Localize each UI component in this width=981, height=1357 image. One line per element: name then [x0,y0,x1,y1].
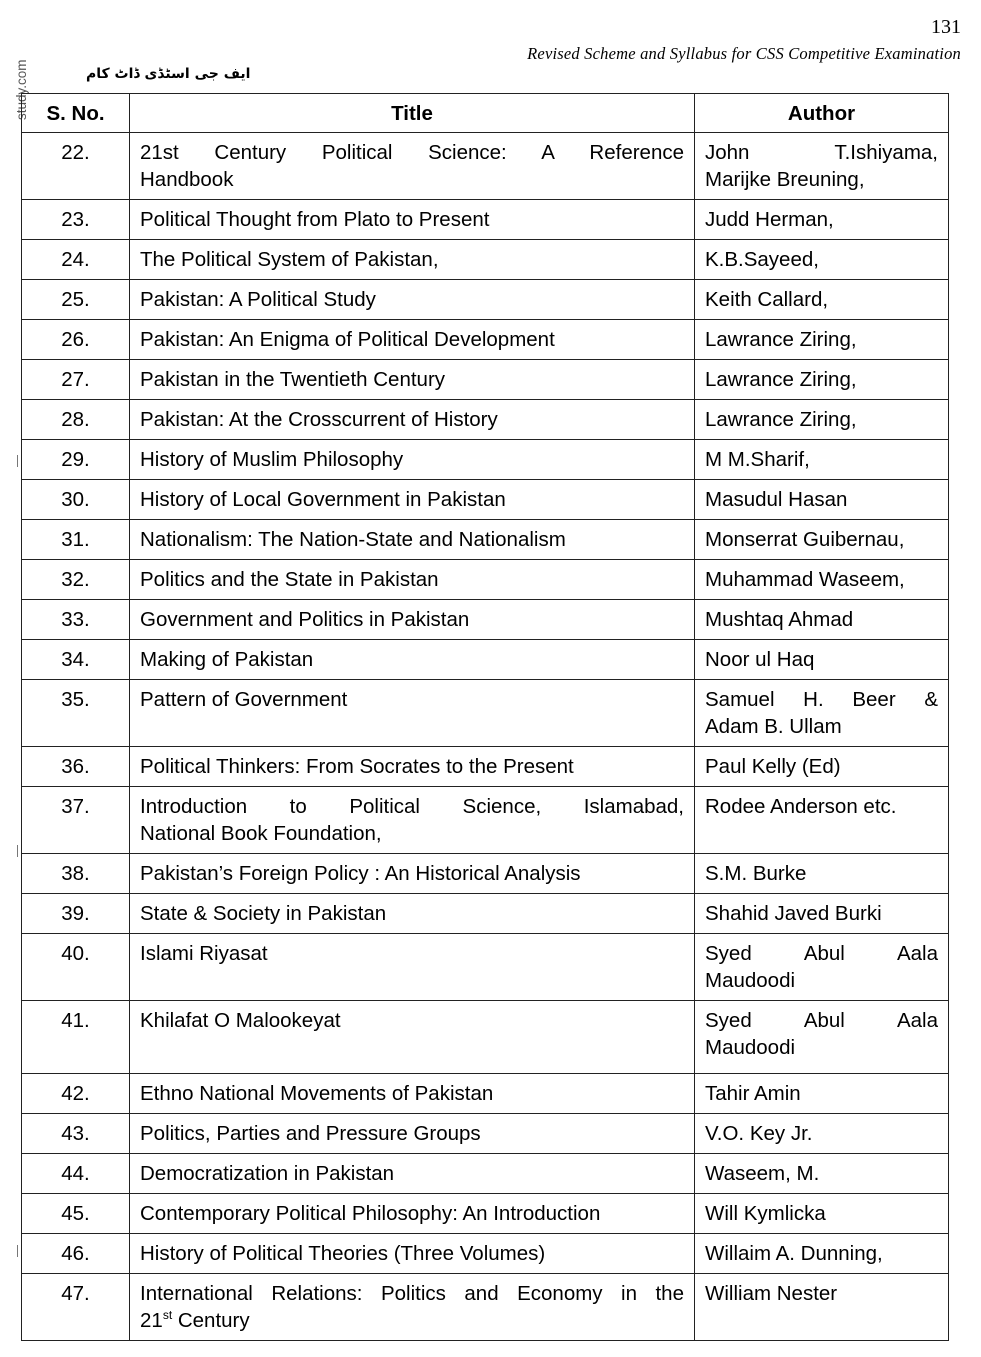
table-row [22,747,949,787]
row-title: History of Muslim Philosophy [130,440,695,480]
row-sno: 22. [22,133,130,200]
row-author: M M.Sharif, [695,440,949,480]
row-title: History of Political Theories (Three Volumes) [130,1234,695,1274]
row-author: Rodee Anderson etc. [695,787,949,854]
row-title [130,1274,695,1341]
row-author [695,1001,949,1074]
row-title-line: Handbook [140,168,234,191]
row-sno: 32. [22,560,130,600]
table-row [22,1001,949,1074]
row-title: Khilafat O Malookeyat [130,1001,695,1074]
row-sno: 42. [22,1074,130,1114]
row-title-line: 21st Century Political Science: A Reference [140,141,684,164]
row-sno: 37. [22,787,130,854]
row-sno: 30. [22,480,130,520]
row-title [130,787,695,854]
row-title: Pattern of Government [130,680,695,747]
row-author: Mushtaq Ahmad [695,600,949,640]
table-row [22,934,949,1001]
side-tick [17,845,18,857]
row-sno: 31. [22,520,130,560]
table-row [22,133,949,200]
row-sno: 29. [22,440,130,480]
book-table [21,93,949,1341]
row-author: Judd Herman, [695,200,949,240]
row-sno: 28. [22,400,130,440]
row-sno: 38. [22,854,130,894]
table-row [22,1194,949,1234]
table-row [22,400,949,440]
row-author-line: Adam B. Ullam [705,715,842,738]
table-header-row [22,94,949,133]
row-title [130,133,695,200]
running-header: Revised Scheme and Syllabus for CSS Competitive Examination [527,44,961,63]
row-title: Pakistan: An Enigma of Political Development [130,320,695,360]
row-author: Shahid Javed Burki [695,894,949,934]
title-line-rest: Century [172,1309,250,1332]
row-title: Pakistan in the Twentieth Century [130,360,695,400]
title-ordinal-number: 21 [140,1309,163,1332]
table-row [22,1234,949,1274]
table-row [22,240,949,280]
row-author-line: Samuel H. Beer & [705,688,938,711]
row-author: Keith Callard, [695,280,949,320]
row-title: State & Society in Pakistan [130,894,695,934]
row-sno: 35. [22,680,130,747]
table-row [22,894,949,934]
row-title: Pakistan: At the Crosscurrent of History [130,400,695,440]
title-ordinal-suffix: st [162,1308,173,1322]
table-row [22,1154,949,1194]
row-author-line: Maudoodi [705,1036,796,1059]
side-tick [17,1245,18,1257]
row-author: William Nester [695,1274,949,1341]
row-sno: 26. [22,320,130,360]
row-author: Tahir Amin [695,1074,949,1114]
row-author [695,934,949,1001]
header-author: Author [695,94,949,133]
table-row [22,1274,949,1341]
row-author-line: Syed Abul Aala [705,1009,938,1032]
row-author-line: Maudoodi [705,969,796,992]
row-title: Pakistan’s Foreign Policy : An Historical Analysis [130,854,695,894]
row-author: Noor ul Haq [695,640,949,680]
side-tick [17,455,18,467]
row-sno: 41. [22,1001,130,1074]
row-title-line: National Book Foundation, [140,822,382,845]
row-author: S.M. Burke [695,854,949,894]
table-row [22,360,949,400]
table-row [22,640,949,680]
row-title-line: Introduction to Political Science, Islamabad, [140,795,684,818]
row-title: History of Local Government in Pakistan [130,480,695,520]
row-title-line: International Relations: Politics and Economy in the [140,1282,684,1305]
row-author: Lawrance Ziring, [695,360,949,400]
row-author [695,680,949,747]
row-title: Politics and the State in Pakistan [130,560,695,600]
table-row [22,280,949,320]
row-title: Democratization in Pakistan [130,1154,695,1194]
header-sno: S. No. [22,94,130,133]
side-watermark-text: study.com [14,59,29,120]
urdu-watermark: ایف جی اسٹڈی ڈاٹ کام [86,66,251,82]
header-title: Title [130,94,695,133]
table-row [22,1074,949,1114]
row-sno: 46. [22,1234,130,1274]
row-sno: 39. [22,894,130,934]
row-author: Masudul Hasan [695,480,949,520]
table-row [22,787,949,854]
row-title: Political Thought from Plato to Present [130,200,695,240]
row-sno: 43. [22,1114,130,1154]
row-author: Willaim A. Dunning, [695,1234,949,1274]
table-row [22,854,949,894]
row-title: Contemporary Political Philosophy: An Introduction [130,1194,695,1234]
row-author: V.O. Key Jr. [695,1114,949,1154]
row-sno: 40. [22,934,130,1001]
row-author [695,133,949,200]
row-title: The Political System of Pakistan, [130,240,695,280]
table-row [22,680,949,747]
row-sno: 27. [22,360,130,400]
row-sno: 23. [22,200,130,240]
table-row [22,560,949,600]
row-title: Political Thinkers: From Socrates to the Present [130,747,695,787]
row-author: Paul Kelly (Ed) [695,747,949,787]
table-row [22,480,949,520]
row-sno: 24. [22,240,130,280]
row-title: Government and Politics in Pakistan [130,600,695,640]
row-author: Monserrat Guibernau, [695,520,949,560]
table-row [22,200,949,240]
row-title: Making of Pakistan [130,640,695,680]
row-sno: 25. [22,280,130,320]
row-title: Politics, Parties and Pressure Groups [130,1114,695,1154]
row-author-line: Syed Abul Aala [705,942,938,965]
row-title: Ethno National Movements of Pakistan [130,1074,695,1114]
table-row [22,440,949,480]
row-title: Nationalism: The Nation-State and Nationalism [130,520,695,560]
row-title: Pakistan: A Political Study [130,280,695,320]
row-author-line: Marijke Breuning, [705,168,865,191]
row-sno: 45. [22,1194,130,1234]
row-author: K.B.Sayeed, [695,240,949,280]
row-sno: 47. [22,1274,130,1341]
table-row [22,320,949,360]
table-row [22,520,949,560]
row-author: Lawrance Ziring, [695,400,949,440]
row-title: Islami Riyasat [130,934,695,1001]
row-sno: 36. [22,747,130,787]
row-title-line-2 [140,1309,250,1332]
row-sno: 33. [22,600,130,640]
row-author: Will Kymlicka [695,1194,949,1234]
row-author: Waseem, M. [695,1154,949,1194]
page-number: 131 [931,16,961,38]
table-row [22,600,949,640]
row-author-line: John T.Ishiyama, [705,141,938,164]
table-row [22,1114,949,1154]
row-author: Lawrance Ziring, [695,320,949,360]
row-sno: 34. [22,640,130,680]
row-author: Muhammad Waseem, [695,560,949,600]
row-sno: 44. [22,1154,130,1194]
